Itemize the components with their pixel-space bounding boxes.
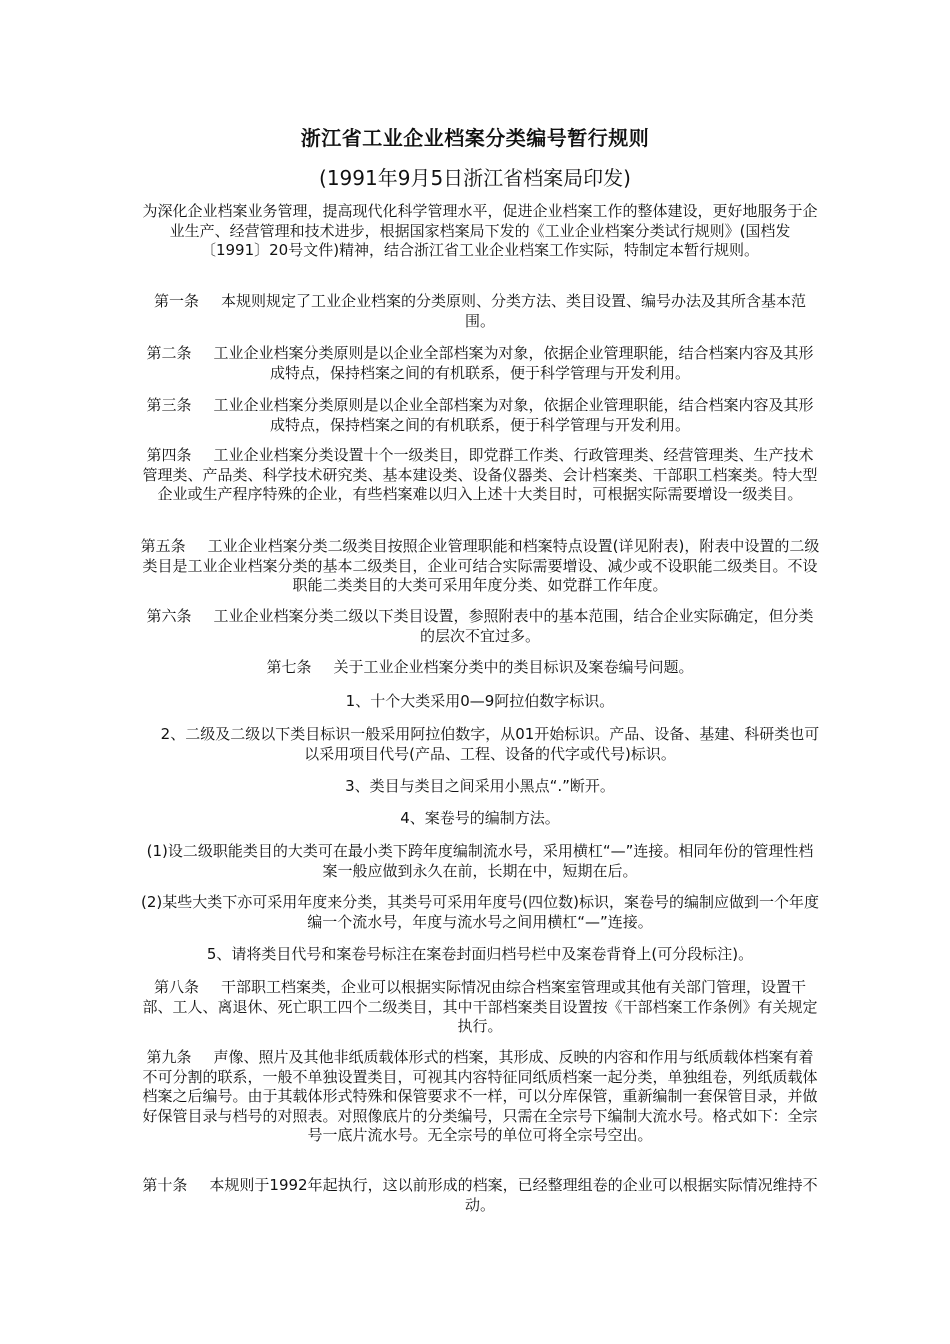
article-5 xyxy=(140,537,820,596)
item-1: 1、十个大类采用0—9阿拉伯数字标识。 xyxy=(345,692,615,710)
article-label: 第五条 xyxy=(140,537,186,555)
article-8 xyxy=(140,978,820,1037)
document-subtitle: (1991年9月5日浙江省档案局印发) xyxy=(319,166,631,190)
article-label: 第六条 xyxy=(146,607,192,625)
article-label: 第三条 xyxy=(146,396,192,414)
item-4-1: (1)设二级职能类目的大类可在最小类下跨年度编制流水号，采用横杠“—”连接。相同年份的管理性档案一般应做到永久在前，长期在中，短期在后。 xyxy=(146,842,814,880)
article-text: 工业企业档案分类原则是以企业全部档案为对象，依据企业管理职能，结合档案内容及其形成特点，保持档案之间的有机联系，便于科学管理与开发利用。 xyxy=(213,396,814,434)
article-6 xyxy=(140,607,820,646)
item-3: 3、类目与类目之间采用小黑点“.”断开。 xyxy=(345,777,615,795)
item-4: 4、案卷号的编制方法。 xyxy=(400,809,560,827)
item-5: 5、请将类目代号和案卷号标注在案卷封面归档号栏中及案卷背脊上(可分段标注)。 xyxy=(206,945,754,963)
article-label: 第一条 xyxy=(153,292,199,310)
article-label: 第八条 xyxy=(153,978,199,996)
item-4-2: (2)某些大类下亦可采用年度来分类，其类号可采用年度号(四位数)标识，案卷号的编制应做到一个年度编一个流水号，年度与流水号之间用横杠“—”连接。 xyxy=(141,893,819,931)
item-2: 2、二级及二级以下类目标识一般采用阿拉伯数字，从01开始标识。产品、设备、基建、科研类也可以采用项目代号(产品、工程、设备的代字或代号)标识。 xyxy=(160,725,820,763)
intro-paragraph: 为深化企业档案业务管理，提高现代化科学管理水平，促进企业档案工作的整体建设，更好地服务于企业生产、经营管理和技术进步，根据国家档案局下发的《工业企业档案分类试行规则》(国档发〔1991〕20号文件)精神，结合浙江省工业企业档案工作实际，特制定本暂行规则。 xyxy=(142,202,818,259)
article-1 xyxy=(140,292,820,331)
article-label: 第四条 xyxy=(146,446,192,464)
article-label: 第九条 xyxy=(146,1048,192,1066)
article-text: 工业企业档案分类原则是以企业全部档案为对象，依据企业管理职能，结合档案内容及其形成特点，保持档案之间的有机联系，便于科学管理与开发利用。 xyxy=(213,344,814,382)
article-text: 工业企业档案分类二级以下类目设置，参照附表中的基本范围，结合企业实际确定，但分类的层次不宜过多。 xyxy=(213,607,814,645)
article-text: 声像、照片及其他非纸质载体形式的档案，其形成、反映的内容和作用与纸质载体档案有着不可分割的联系，一般不单独设置类目，可视其内容特征同纸质档案一起分类，单独组卷，列纸质载体档案之后编号。由于其载体形式特殊和保管要求不一样，可以分库保管，重新编制一套保管目录，并做好保管目录与档号的对照表。对照像底片的分类编号，只需在全宗号下编制大流水号。格式如下：全宗号一底片流水号。无全宗号的单位可将全宗号空出。 xyxy=(142,1048,818,1144)
article-3 xyxy=(140,396,820,435)
article-7 xyxy=(140,658,820,678)
article-text: 本规则于1992年起执行，这以前形成的档案，已经整理组卷的企业可以根据实际情况维持不动。 xyxy=(209,1176,818,1214)
document-title: 浙江省工业企业档案分类编号暂行规则 xyxy=(300,126,650,150)
article-text: 干部职工档案类，企业可以根据实际情况由综合档案室管理或其他有关部门管理，设置干部、工人、离退休、死亡职工四个二级类目，其中干部档案类目设置按《干部档案工作条例》有关规定执行。 xyxy=(142,978,818,1035)
article-text: 本规则规定了工业企业档案的分类原则、分类方法、类目设置、编号办法及其所含基本范围。 xyxy=(221,292,807,330)
article-text: 工业企业档案分类设置十个一级类目，即党群工作类、行政管理类、经营管理类、生产技术管理类、产品类、科学技术研究类、基本建设类、设备仪器类、会计档案类、干部职工档案类。特大型企业或生产程序特殊的企业，有些档案难以归入上述十大类目时，可根据实际需要增设一级类目。 xyxy=(142,446,818,503)
article-label: 第七条 xyxy=(266,658,312,676)
article-text: 工业企业档案分类二级类目按照企业管理职能和档案特点设置(详见附表)，附表中设置的二级类目是工业企业档案分类的基本二级类目，企业可结合实际需要增设、减少或不设职能二级类目。不设职能二类类目的大类可采用年度分类、如党群工作年度。 xyxy=(142,537,820,594)
article-2 xyxy=(140,344,820,383)
article-text: 关于工业企业档案分类中的类目标识及案卷编号问题。 xyxy=(333,658,694,676)
article-9 xyxy=(140,1048,820,1146)
article-label: 第十条 xyxy=(142,1176,188,1194)
article-4 xyxy=(140,446,820,505)
article-10 xyxy=(140,1176,820,1215)
article-label: 第二条 xyxy=(146,344,192,362)
